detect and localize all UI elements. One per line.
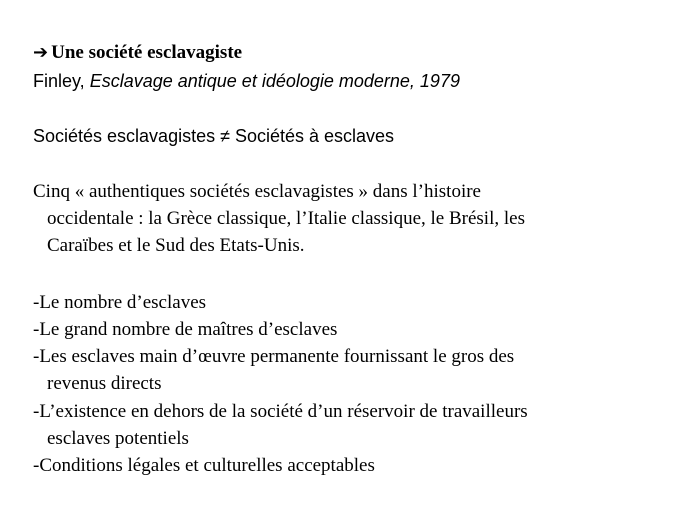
slide-heading [33, 42, 242, 64]
criterion-2: -Le grand nombre de maîtres d’esclaves [33, 319, 338, 340]
criterion-5: -Conditions légales et culturelles acceptables [33, 455, 375, 476]
distinction-line: Sociétés esclavagistes ≠ Sociétés à esclaves [33, 126, 395, 146]
paragraph-line-1: Cinq « authentiques sociétés esclavagistes » dans l’histoire [33, 181, 481, 202]
paragraph-line-3: Caraïbes et le Sud des Etats-Unis. [47, 235, 305, 256]
reference-line [33, 70, 460, 92]
heading-text: Une société esclavagiste [51, 42, 243, 63]
criterion-4-continuation: esclaves potentiels [47, 428, 189, 449]
reference-author: Finley, [33, 71, 85, 91]
criterion-3: -Les esclaves main d’œuvre permanente fournissant le gros des [33, 346, 515, 367]
paragraph-line-2: occidentale : la Grèce classique, l’Italie classique, le Brésil, les [47, 208, 525, 229]
criterion-4: -L’existence en dehors de la société d’un réservoir de travailleurs [33, 401, 528, 422]
criterion-3-continuation: revenus directs [47, 373, 162, 394]
criterion-1: -Le nombre d’esclaves [33, 292, 207, 313]
reference-title: Esclavage antique et idéologie moderne, 1979 [89, 71, 460, 91]
arrow-right-icon: ➔ [33, 42, 49, 63]
